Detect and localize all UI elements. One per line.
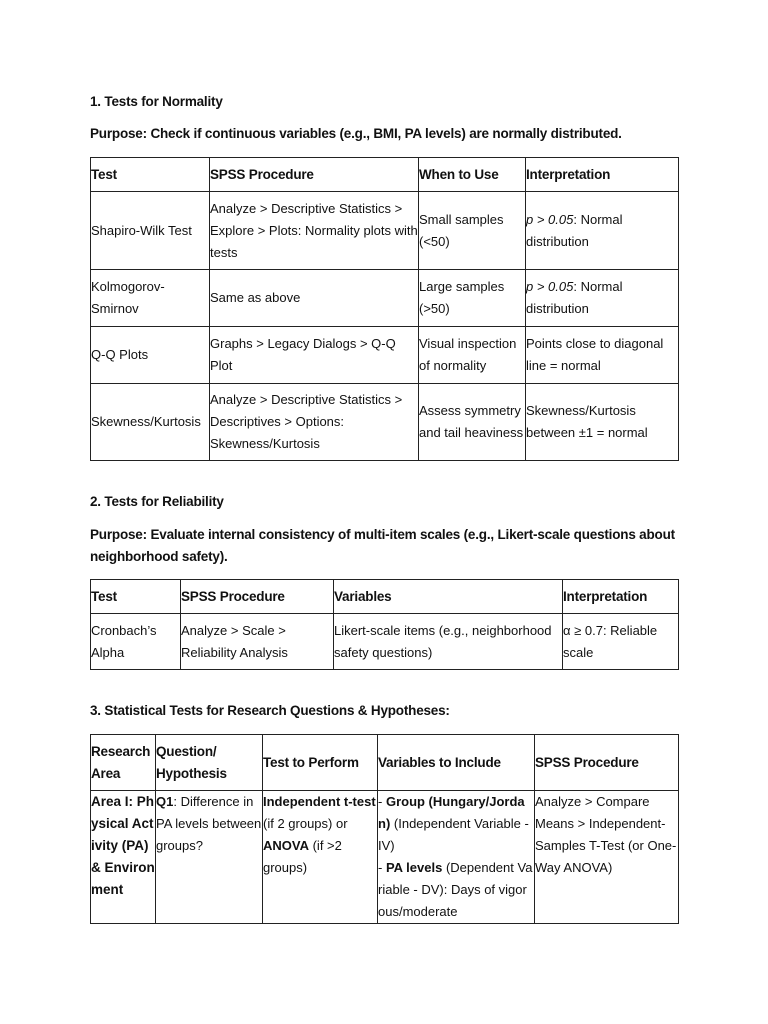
test-name-1: Independent t-test: [263, 794, 376, 809]
normality-table: [90, 157, 679, 461]
var-name-2: PA levels: [385, 860, 443, 875]
header-spss-procedure: SPSS Procedure: [181, 580, 334, 614]
cell-procedure: Graphs > Legacy Dialogs > Q-Q Plot: [210, 327, 419, 384]
table-row: [91, 270, 679, 327]
header-variables-to-include: Variables to Include: [378, 735, 535, 791]
test-note-1: (if 2 groups) or: [263, 816, 348, 831]
cell-research-area: Area I: Physical Activity (PA) & Environment: [91, 791, 156, 924]
var-note-1: (Independent Variable - IV): [378, 816, 529, 853]
header-test: Test: [91, 158, 210, 192]
cell-variables: Likert-scale items (e.g., neighborhood safety questions): [334, 614, 563, 670]
research-tests-table: [90, 734, 679, 924]
header-spss-procedure: SPSS Procedure: [535, 735, 679, 791]
var-name-1: Group (Hungary/Jordan): [378, 794, 525, 831]
p-value-text: p > 0.05: [526, 279, 574, 294]
cell-interpretation: Skewness/Kurtosis between ±1 = normal: [526, 384, 679, 461]
var-dash-2: -: [378, 860, 386, 875]
table-header-row: [91, 580, 679, 614]
cell-interpretation: [526, 192, 679, 270]
cell-when: Small samples (<50): [419, 192, 526, 270]
cell-interpretation: Points close to diagonal line = normal: [526, 327, 679, 384]
table-row: [91, 192, 679, 270]
header-spss-procedure: SPSS Procedure: [210, 158, 419, 192]
interp-rest-text: : Normal distribution: [526, 279, 623, 316]
header-interpretation: Interpretation: [563, 580, 679, 614]
section2-purpose: Purpose: Evaluate internal consistency of multi-item scales (e.g., Likert-scale questions about neighborhood safety).: [90, 527, 675, 564]
table-row: [91, 614, 679, 670]
header-variables: Variables: [334, 580, 563, 614]
cell-test: Skewness/Kurtosis: [91, 384, 210, 461]
test-name-2: ANOVA: [263, 838, 309, 853]
cell-procedure: Analyze > Descriptive Statistics > Explore > Plots: Normality plots with tests: [210, 192, 419, 270]
cell-procedure: Same as above: [210, 270, 419, 327]
cell-test-to-perform: [263, 791, 378, 924]
cell-interpretation: [526, 270, 679, 327]
cell-procedure: Analyze > Descriptive Statistics > Descriptives > Options: Skewness/Kurtosis: [210, 384, 419, 461]
cell-when: Large samples (>50): [419, 270, 526, 327]
table-row: [91, 384, 679, 461]
cell-procedure: Analyze > Scale > Reliability Analysis: [181, 614, 334, 670]
interp-rest-text: : Normal distribution: [526, 211, 623, 249]
header-interpretation: Interpretation: [526, 158, 679, 192]
cell-when: Visual inspection of normality: [419, 327, 526, 384]
header-test-to-perform: Test to Perform: [263, 735, 378, 791]
section3-heading: 3. Statistical Tests for Research Questions & Hypotheses:: [90, 703, 450, 718]
cell-when: Assess symmetry and tail heaviness: [419, 384, 526, 461]
cell-question: [156, 791, 263, 924]
cell-test: Q-Q Plots: [91, 327, 210, 384]
var-dash-1: -: [378, 794, 386, 809]
table-header-row: [91, 158, 679, 192]
header-question-hypothesis: Question/ Hypothesis: [156, 735, 263, 791]
section1-heading: 1. Tests for Normality: [90, 94, 223, 109]
cell-interpretation: α ≥ 0.7: Reliable scale: [563, 614, 679, 670]
cell-procedure: Analyze > Compare Means > Independent-Samples T-Test (or One-Way ANOVA): [535, 791, 679, 924]
header-test: Test: [91, 580, 181, 614]
question-text: : Difference in PA levels between groups?: [156, 794, 262, 853]
table-row: [91, 327, 679, 384]
cell-test: Cronbach’s Alpha: [91, 614, 181, 670]
question-id: Q1: [156, 794, 174, 809]
cell-variables: [378, 791, 535, 924]
p-value-text: p > 0.05: [526, 211, 574, 227]
test-note-2: (if >2 groups): [263, 838, 342, 875]
section1-purpose: Purpose: Check if continuous variables (e.g., BMI, PA levels) are normally distributed.: [90, 126, 622, 141]
table-header-row: [91, 735, 679, 791]
section2-heading: 2. Tests for Reliability: [90, 494, 224, 509]
reliability-table: [90, 579, 679, 670]
cell-test: Shapiro-Wilk Test: [91, 192, 210, 270]
header-when-to-use: When to Use: [419, 158, 526, 192]
header-research-area: Research Area: [91, 735, 156, 791]
table-row: [91, 791, 679, 924]
var-note-2: (Dependent Variable - DV): Days of vigorous/moderate: [378, 860, 533, 919]
cell-test: Kolmogorov-Smirnov: [91, 270, 210, 327]
